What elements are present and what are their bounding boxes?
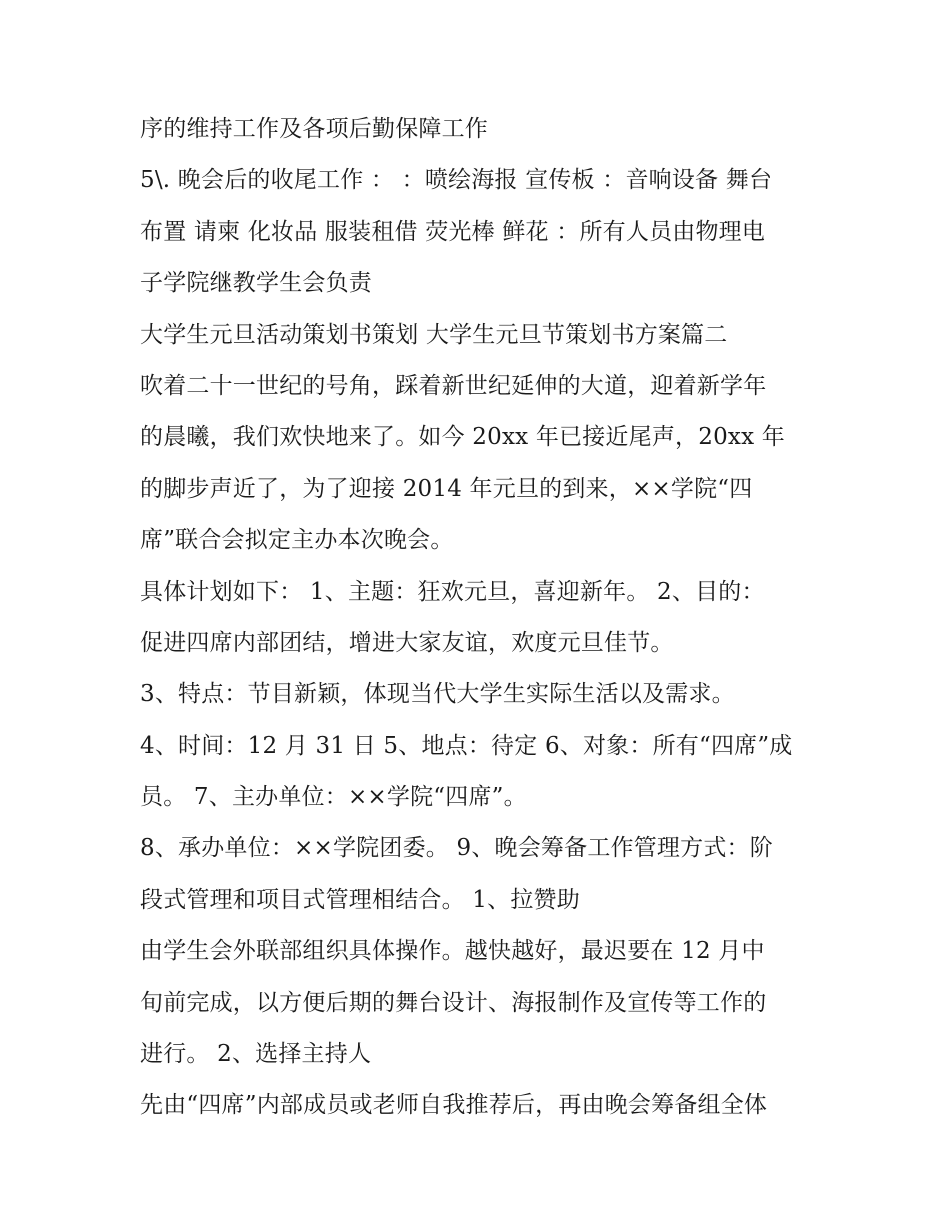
text-line: 4、时间：12 月 31 日 5、地点：待定 6、对象：所有“四席”成 <box>140 732 793 759</box>
text-line: 吹着二十一世纪的号角，踩着新世纪延伸的大道，迎着新学年 <box>140 372 767 399</box>
text-line: 序的维持工作及各项后勤保障工作 <box>140 116 488 142</box>
text-line: 段式管理和项目式管理相结合。 1、拉赞助 <box>140 886 580 913</box>
text-line: 促进四席内部团结，增进大家友谊，欢度元旦佳节。 <box>140 629 674 656</box>
document-body <box>140 104 840 1132</box>
text-line: 旬前完成，以方便后期的舞台设计、海报制作及宣传等工作的 <box>140 989 767 1016</box>
text-line: 3、特点：节目新颖，体现当代大学生实际生活以及需求。 <box>140 681 735 708</box>
text-line: 的晨曦，我们欢快地来了。如今 20xx 年已接近尾声，20xx 年 <box>140 424 785 451</box>
section-heading: 大学生元旦活动策划书策划 大学生元旦节策划书方案篇二 <box>140 321 728 348</box>
text-line: 布置 请柬 化妆品 服装租借 荧光棒 鲜花 ：所有人员由物理电 <box>140 218 766 245</box>
text-line: 5\. 晚会后的收尾工作 ： ：喷绘海报 宣传板 ：音响设备 舞台 <box>140 167 773 194</box>
text-line: 子学院继教学生会负责 <box>140 270 372 297</box>
text-line: 的脚步声近了，为了迎接 2014 年元旦的到来，××学院“四 <box>140 475 753 502</box>
text-line: 进行。 2、选择主持人 <box>140 1041 372 1068</box>
text-line: 具体计划如下： 1、主题：狂欢元旦，喜迎新年。 2、目的： <box>140 578 765 605</box>
text-line: 先由“四席”内部成员或老师自我推荐后，再由晚会筹备组全体 <box>140 1092 768 1119</box>
text-line: 席”联合会拟定主办本次晚会。 <box>140 527 454 554</box>
text-line: 8、承办单位：××学院团委。 9、晚会筹备工作管理方式：阶 <box>140 835 773 862</box>
text-line: 由学生会外联部组织具体操作。越快越好，最迟要在 12 月中 <box>140 938 765 965</box>
text-line: 员。 7、主办单位：××学院“四席”。 <box>140 784 527 811</box>
